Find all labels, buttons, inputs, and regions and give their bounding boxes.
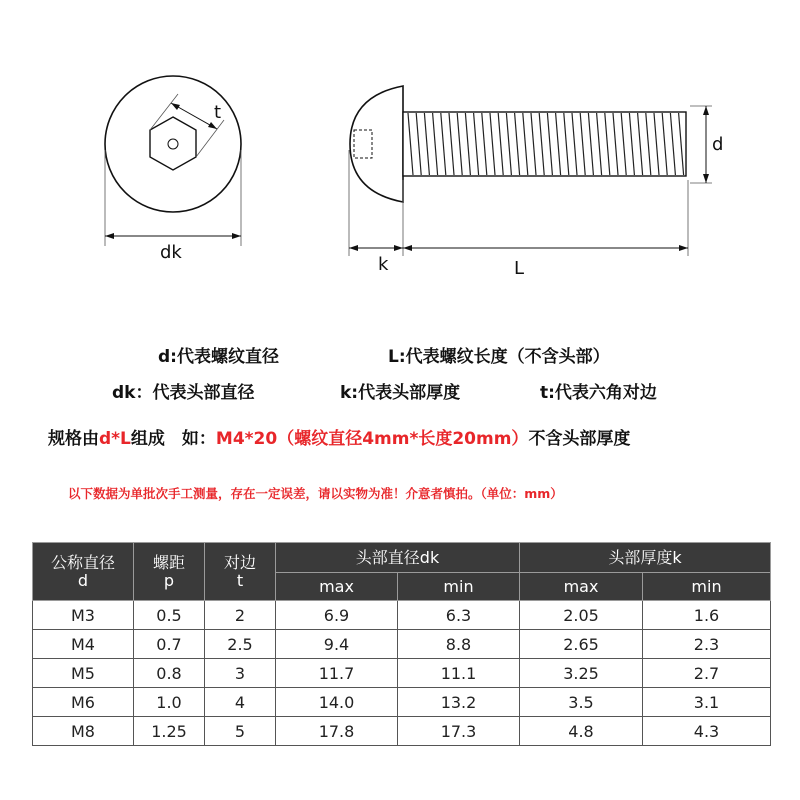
cell: 2.3 — [643, 630, 771, 659]
table-row — [33, 688, 771, 717]
header-head-thickness: 头部厚度k — [520, 543, 771, 573]
cell: 8.8 — [398, 630, 520, 659]
table-row — [33, 630, 771, 659]
cell: 11.1 — [398, 659, 520, 688]
header-pitch: 螺距 p — [134, 543, 205, 601]
cell: 0.5 — [134, 601, 205, 630]
legend-d: d:代表螺纹直径 — [158, 347, 279, 367]
cell: 1.25 — [134, 717, 205, 746]
cell: 5 — [205, 717, 276, 746]
spec-prefix: 规格由 — [48, 429, 99, 449]
spec-middle: 组成 如： — [130, 429, 216, 449]
table-row — [33, 659, 771, 688]
center-mark — [168, 139, 178, 149]
cell: 2.5 — [205, 630, 276, 659]
header-k-min: min — [643, 573, 771, 601]
cell: 14.0 — [276, 688, 398, 717]
cell: 2 — [205, 601, 276, 630]
cell: M5 — [33, 659, 134, 688]
cell: 4 — [205, 688, 276, 717]
cell: 6.3 — [398, 601, 520, 630]
cell: 6.9 — [276, 601, 398, 630]
legend-dk: dk：代表头部直径 — [112, 383, 255, 403]
d-label: d — [712, 134, 724, 155]
cell: 1.6 — [643, 601, 771, 630]
cell: 2.05 — [520, 601, 643, 630]
t-label: t — [214, 102, 222, 123]
cell: 3.25 — [520, 659, 643, 688]
header-k-max: max — [520, 573, 643, 601]
cell: 3 — [205, 659, 276, 688]
cell: M8 — [33, 717, 134, 746]
header-dk-min: min — [398, 573, 520, 601]
cell: 1.0 — [134, 688, 205, 717]
cell: 3.5 — [520, 688, 643, 717]
L-label: L — [514, 258, 525, 279]
cell: 11.7 — [276, 659, 398, 688]
table-row — [33, 601, 771, 630]
cell: 3.1 — [643, 688, 771, 717]
cell: 4.3 — [643, 717, 771, 746]
cell: 0.7 — [134, 630, 205, 659]
measurement-note: 以下数据为单批次手工测量，存在一定误差，请以实物为准！介意者慎拍。（单位：mm） — [68, 486, 563, 501]
cell: 9.4 — [276, 630, 398, 659]
spec-table — [32, 542, 771, 746]
cell: M3 — [33, 601, 134, 630]
cell: M6 — [33, 688, 134, 717]
legend-t: t:代表六角对边 — [540, 383, 657, 403]
spec-suffix: 不含头部厚度 — [528, 429, 631, 449]
head-top-view-circle — [105, 76, 241, 212]
header-dk-max: max — [276, 573, 398, 601]
cell: 17.8 — [276, 717, 398, 746]
header-across-flats: 对边 t — [205, 543, 276, 601]
cell: 2.7 — [643, 659, 771, 688]
table-row — [33, 717, 771, 746]
spec-formula: d*L — [99, 429, 131, 449]
dk-label: dk — [160, 242, 182, 263]
cell: 17.3 — [398, 717, 520, 746]
hex-socket-icon — [150, 117, 196, 170]
cell: 4.8 — [520, 717, 643, 746]
k-label: k — [378, 254, 389, 275]
cell: 2.65 — [520, 630, 643, 659]
cell: 13.2 — [398, 688, 520, 717]
legend-L: L:代表螺纹长度（不含头部） — [388, 347, 610, 367]
head-side-view — [350, 86, 403, 202]
legend-k: k:代表头部厚度 — [340, 383, 461, 403]
header-head-diameter: 头部直径dk — [276, 543, 520, 573]
screw-diagram — [0, 0, 800, 330]
cell: M4 — [33, 630, 134, 659]
spec-example: M4*20（螺纹直径4mm*长度20mm） — [215, 429, 529, 449]
cell: 0.8 — [134, 659, 205, 688]
spec-line — [48, 424, 630, 449]
header-nominal-diameter: 公称直径 d — [33, 543, 134, 601]
